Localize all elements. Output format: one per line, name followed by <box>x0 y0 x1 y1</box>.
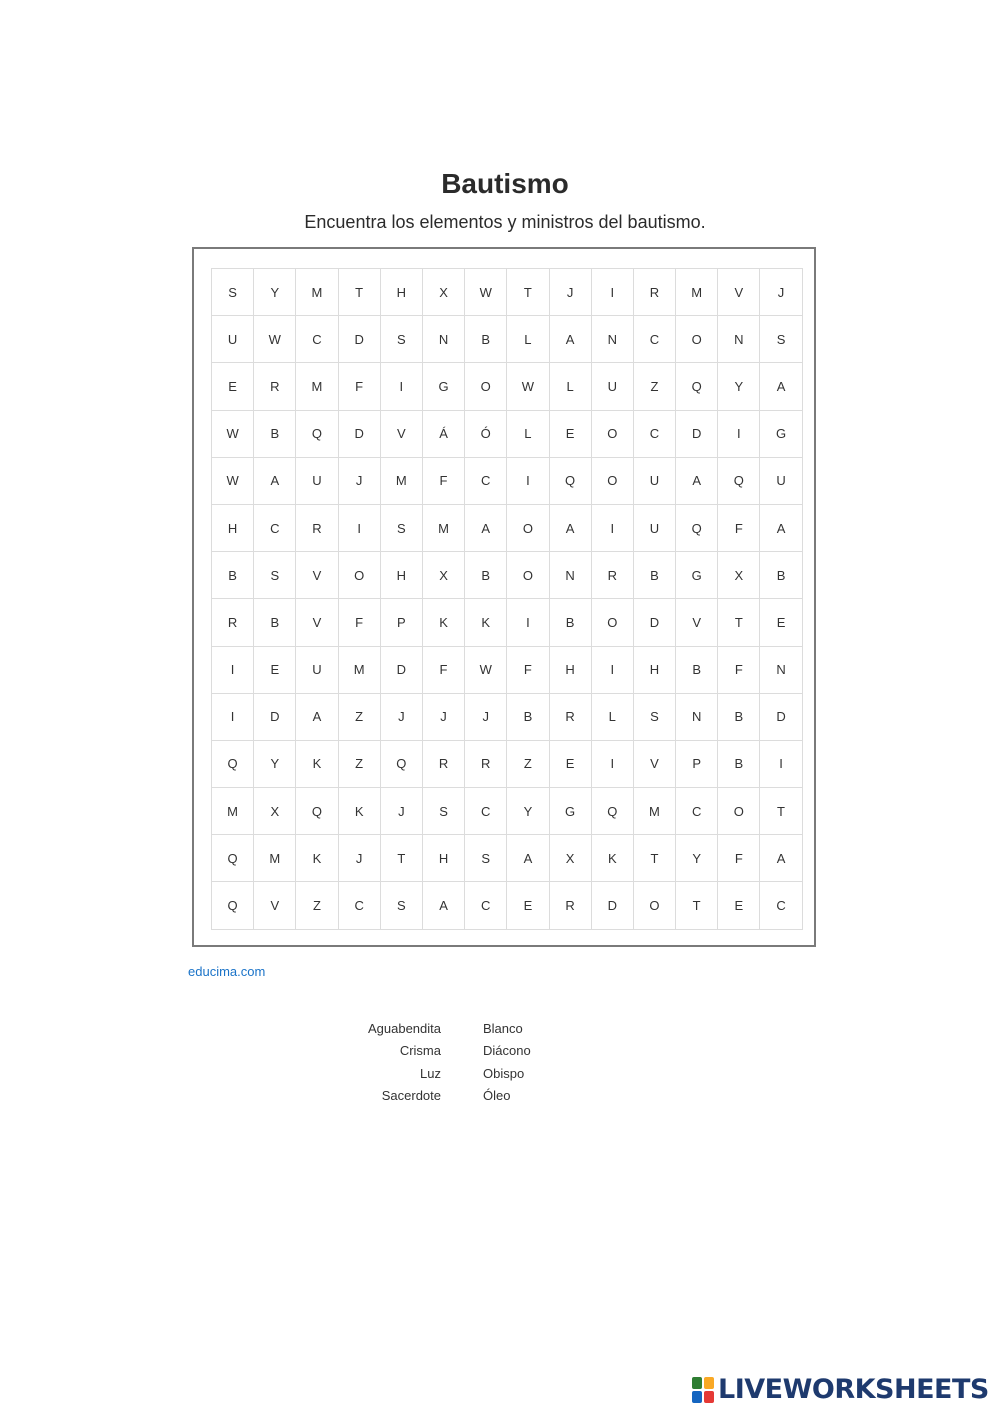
grid-cell[interactable]: A <box>760 363 802 410</box>
grid-cell[interactable]: X <box>550 835 592 882</box>
grid-cell[interactable]: N <box>550 552 592 599</box>
grid-cell[interactable]: Q <box>296 788 338 835</box>
word-item: Blanco <box>483 1020 523 1036</box>
grid-cell[interactable]: M <box>212 788 254 835</box>
grid-cell[interactable]: S <box>212 269 254 316</box>
grid-cell[interactable]: B <box>676 647 718 694</box>
grid-cell[interactable]: Z <box>339 741 381 788</box>
grid-cell[interactable]: J <box>550 269 592 316</box>
grid-cell[interactable]: I <box>339 505 381 552</box>
grid-cell[interactable]: J <box>465 694 507 741</box>
grid-cell[interactable]: Q <box>212 835 254 882</box>
grid-cell[interactable]: S <box>254 552 296 599</box>
grid-cell[interactable]: V <box>718 269 760 316</box>
page-subtitle: Encuentra los elementos y ministros del bautismo. <box>304 212 706 232</box>
word-row <box>300 1017 700 1040</box>
grid-cell[interactable]: Q <box>592 788 634 835</box>
grid-cell[interactable]: L <box>507 411 549 458</box>
grid-cell[interactable]: O <box>634 882 676 929</box>
grid-cell[interactable]: H <box>634 647 676 694</box>
grid-cell[interactable]: M <box>296 363 338 410</box>
grid-cell[interactable]: B <box>254 599 296 646</box>
grid-cell[interactable]: A <box>296 694 338 741</box>
grid-cell[interactable]: W <box>465 647 507 694</box>
grid-cell[interactable]: Y <box>254 741 296 788</box>
grid-cell[interactable]: R <box>423 741 465 788</box>
grid-cell[interactable]: U <box>634 458 676 505</box>
grid-cell[interactable]: J <box>381 788 423 835</box>
grid-cell[interactable]: W <box>212 411 254 458</box>
grid-cell[interactable]: F <box>718 835 760 882</box>
grid-cell[interactable]: D <box>634 599 676 646</box>
word-list <box>300 1017 700 1107</box>
grid-cell[interactable]: T <box>676 882 718 929</box>
grid-cell[interactable]: A <box>507 835 549 882</box>
grid-cell[interactable]: R <box>592 552 634 599</box>
grid-cell[interactable]: D <box>339 411 381 458</box>
grid-cell[interactable]: F <box>339 363 381 410</box>
grid-cell[interactable]: U <box>634 505 676 552</box>
grid-cell[interactable]: J <box>423 694 465 741</box>
grid-cell[interactable]: S <box>423 788 465 835</box>
grid-cell[interactable]: Z <box>339 694 381 741</box>
grid-cell[interactable]: P <box>381 599 423 646</box>
grid-cell[interactable]: H <box>550 647 592 694</box>
grid-cell[interactable]: L <box>507 316 549 363</box>
grid-cell[interactable]: A <box>760 835 802 882</box>
grid-cell[interactable]: X <box>423 269 465 316</box>
grid-cell[interactable]: A <box>760 505 802 552</box>
grid-cell[interactable]: K <box>423 599 465 646</box>
grid-cell[interactable]: C <box>634 411 676 458</box>
grid-cell[interactable]: F <box>423 647 465 694</box>
grid-cell[interactable]: N <box>760 647 802 694</box>
grid-cell[interactable]: I <box>592 505 634 552</box>
grid-cell[interactable]: C <box>254 505 296 552</box>
grid-cell[interactable]: W <box>212 458 254 505</box>
grid-cell[interactable]: E <box>212 363 254 410</box>
grid-cell[interactable]: Q <box>550 458 592 505</box>
grid-cell[interactable]: K <box>592 835 634 882</box>
grid-cell[interactable]: J <box>760 269 802 316</box>
grid-cell[interactable]: C <box>465 458 507 505</box>
grid-cell[interactable]: X <box>423 552 465 599</box>
grid-cell[interactable]: Q <box>381 741 423 788</box>
grid-cell[interactable]: A <box>423 882 465 929</box>
grid-cell[interactable]: U <box>296 458 338 505</box>
grid-cell[interactable]: T <box>718 599 760 646</box>
grid-cell[interactable]: R <box>465 741 507 788</box>
grid-cell[interactable]: I <box>507 599 549 646</box>
word-item: Obispo <box>483 1065 525 1081</box>
grid-cell[interactable]: I <box>381 363 423 410</box>
grid-cell[interactable]: R <box>254 363 296 410</box>
grid-cell[interactable]: F <box>339 599 381 646</box>
grid-cell[interactable]: O <box>592 458 634 505</box>
grid-cell[interactable]: B <box>254 411 296 458</box>
grid-cell[interactable]: C <box>339 882 381 929</box>
word-row <box>300 1040 700 1063</box>
grid-cell[interactable]: S <box>381 882 423 929</box>
grid-cell[interactable]: D <box>676 411 718 458</box>
grid-cell[interactable]: O <box>507 505 549 552</box>
grid-cell[interactable]: B <box>760 552 802 599</box>
grid-cell[interactable]: T <box>381 835 423 882</box>
grid-cell[interactable]: G <box>550 788 592 835</box>
grid-cell[interactable]: U <box>212 316 254 363</box>
grid-cell[interactable]: M <box>339 647 381 694</box>
grid-cell[interactable]: I <box>718 411 760 458</box>
grid-cell[interactable]: I <box>212 647 254 694</box>
grid-cell[interactable]: X <box>718 552 760 599</box>
grid-cell[interactable]: S <box>465 835 507 882</box>
liveworksheets-logo-icon <box>692 1377 714 1403</box>
grid-cell[interactable]: V <box>676 599 718 646</box>
grid-cell[interactable]: Y <box>676 835 718 882</box>
grid-cell[interactable]: G <box>423 363 465 410</box>
word-item: Sacerdote <box>381 1088 441 1104</box>
grid-cell[interactable]: N <box>423 316 465 363</box>
grid-cell[interactable]: I <box>760 741 802 788</box>
grid-cell[interactable]: O <box>507 552 549 599</box>
grid-cell[interactable]: Z <box>634 363 676 410</box>
grid-cell[interactable]: F <box>718 647 760 694</box>
brand <box>692 1374 989 1405</box>
grid-cell[interactable]: O <box>676 316 718 363</box>
page-title: Bautismo <box>441 168 569 199</box>
grid-cell[interactable]: C <box>634 316 676 363</box>
grid-cell[interactable]: D <box>760 694 802 741</box>
grid-cell[interactable]: K <box>296 835 338 882</box>
grid-cell[interactable]: B <box>718 741 760 788</box>
grid-cell[interactable]: Z <box>507 741 549 788</box>
grid-cell[interactable]: H <box>212 505 254 552</box>
grid-cell[interactable]: M <box>676 269 718 316</box>
grid-cell[interactable]: M <box>423 505 465 552</box>
grid-cell[interactable]: T <box>634 835 676 882</box>
grid-cell[interactable]: M <box>634 788 676 835</box>
grid-cell[interactable]: B <box>550 599 592 646</box>
grid-cell[interactable]: L <box>592 694 634 741</box>
grid-cell[interactable]: V <box>634 741 676 788</box>
grid-cell[interactable]: B <box>212 552 254 599</box>
grid-cell[interactable]: C <box>676 788 718 835</box>
grid-cell[interactable]: N <box>718 316 760 363</box>
grid-cell[interactable]: U <box>296 647 338 694</box>
grid-cell[interactable]: B <box>507 694 549 741</box>
grid-cell[interactable]: A <box>465 505 507 552</box>
grid-cell[interactable]: K <box>339 788 381 835</box>
grid-cell[interactable]: T <box>760 788 802 835</box>
grid-cell[interactable]: P <box>676 741 718 788</box>
grid-cell[interactable]: M <box>296 269 338 316</box>
grid-cell[interactable]: M <box>381 458 423 505</box>
grid-cell[interactable]: D <box>381 647 423 694</box>
grid-cell[interactable]: G <box>676 552 718 599</box>
grid-cell[interactable]: R <box>212 599 254 646</box>
grid-cell[interactable]: O <box>592 599 634 646</box>
grid-cell[interactable]: S <box>634 694 676 741</box>
grid-cell[interactable]: U <box>592 363 634 410</box>
grid-cell[interactable]: H <box>381 552 423 599</box>
grid-cell[interactable]: E <box>507 882 549 929</box>
grid-cell[interactable]: E <box>254 647 296 694</box>
word-item: Aguabendita <box>367 1020 441 1036</box>
grid-cell[interactable]: G <box>760 411 802 458</box>
grid-cell[interactable]: Q <box>676 363 718 410</box>
grid-cell[interactable]: D <box>254 694 296 741</box>
grid-cell[interactable]: Q <box>212 741 254 788</box>
grid-cell[interactable]: Q <box>296 411 338 458</box>
grid-cell[interactable]: Ó <box>465 411 507 458</box>
grid-cell[interactable]: T <box>339 269 381 316</box>
grid-cell[interactable]: Y <box>507 788 549 835</box>
grid-cell[interactable]: D <box>592 882 634 929</box>
grid-cell[interactable]: I <box>592 647 634 694</box>
grid-cell[interactable]: V <box>296 599 338 646</box>
grid-cell[interactable]: R <box>634 269 676 316</box>
grid-cell[interactable]: S <box>381 505 423 552</box>
grid-cell[interactable]: E <box>550 741 592 788</box>
grid-cell[interactable]: Q <box>718 458 760 505</box>
grid-cell[interactable]: E <box>760 599 802 646</box>
grid-cell[interactable]: Q <box>212 882 254 929</box>
grid-cell[interactable]: Y <box>254 269 296 316</box>
grid-cell[interactable]: U <box>760 458 802 505</box>
grid-cell[interactable]: B <box>465 316 507 363</box>
grid-cell[interactable]: O <box>465 363 507 410</box>
grid-cell[interactable]: H <box>381 269 423 316</box>
grid-cell[interactable]: S <box>381 316 423 363</box>
grid-cell[interactable]: V <box>381 411 423 458</box>
grid-cell[interactable]: N <box>592 316 634 363</box>
grid-cell[interactable]: T <box>507 269 549 316</box>
brand-name: LIVEWORKSHEETS <box>718 1374 989 1405</box>
grid-cell[interactable]: I <box>507 458 549 505</box>
word-item: Luz <box>420 1065 441 1081</box>
grid-cell[interactable]: F <box>423 458 465 505</box>
word-row <box>300 1085 700 1108</box>
grid-cell[interactable]: A <box>254 458 296 505</box>
grid-cell[interactable]: B <box>634 552 676 599</box>
grid-cell[interactable]: J <box>339 835 381 882</box>
grid-cell[interactable]: N <box>676 694 718 741</box>
word-item: Diácono <box>483 1043 531 1059</box>
grid-cell[interactable]: J <box>339 458 381 505</box>
grid-cell[interactable]: W <box>465 269 507 316</box>
grid-cell[interactable]: O <box>592 411 634 458</box>
grid-cell[interactable]: O <box>339 552 381 599</box>
grid-cell[interactable]: J <box>381 694 423 741</box>
grid-cell[interactable]: Z <box>296 882 338 929</box>
word-search-grid <box>211 268 803 930</box>
grid-cell[interactable]: F <box>507 647 549 694</box>
grid-cell[interactable]: R <box>550 694 592 741</box>
grid-cell[interactable]: I <box>592 269 634 316</box>
word-row <box>300 1062 700 1085</box>
grid-cell[interactable]: K <box>465 599 507 646</box>
grid-cell[interactable]: V <box>296 552 338 599</box>
grid-cell[interactable]: I <box>592 741 634 788</box>
grid-cell[interactable]: I <box>212 694 254 741</box>
grid-cell[interactable]: C <box>760 882 802 929</box>
word-search-frame <box>192 247 816 947</box>
grid-cell[interactable]: D <box>339 316 381 363</box>
grid-cell[interactable]: L <box>550 363 592 410</box>
grid-cell[interactable]: E <box>718 882 760 929</box>
grid-cell[interactable]: A <box>550 505 592 552</box>
grid-cell[interactable]: X <box>254 788 296 835</box>
grid-cell[interactable]: A <box>550 316 592 363</box>
grid-cell[interactable]: A <box>676 458 718 505</box>
grid-cell[interactable]: Q <box>676 505 718 552</box>
grid-cell[interactable]: C <box>296 316 338 363</box>
grid-cell[interactable]: W <box>254 316 296 363</box>
grid-cell[interactable]: F <box>718 505 760 552</box>
grid-cell[interactable]: Y <box>718 363 760 410</box>
grid-cell[interactable]: B <box>465 552 507 599</box>
grid-cell[interactable]: V <box>254 882 296 929</box>
grid-cell[interactable]: C <box>465 788 507 835</box>
grid-cell[interactable]: O <box>718 788 760 835</box>
grid-cell[interactable]: H <box>423 835 465 882</box>
grid-cell[interactable]: R <box>296 505 338 552</box>
grid-cell[interactable]: E <box>550 411 592 458</box>
grid-cell[interactable]: M <box>254 835 296 882</box>
source-link[interactable]: educima.com <box>188 964 266 979</box>
word-item: Óleo <box>483 1088 511 1104</box>
grid-cell[interactable]: Á <box>423 411 465 458</box>
grid-cell[interactable]: S <box>760 316 802 363</box>
grid-cell[interactable]: R <box>550 882 592 929</box>
grid-cell[interactable]: W <box>507 363 549 410</box>
grid-cell[interactable]: C <box>465 882 507 929</box>
grid-cell[interactable]: K <box>296 741 338 788</box>
word-item: Crisma <box>399 1043 441 1059</box>
grid-cell[interactable]: B <box>718 694 760 741</box>
